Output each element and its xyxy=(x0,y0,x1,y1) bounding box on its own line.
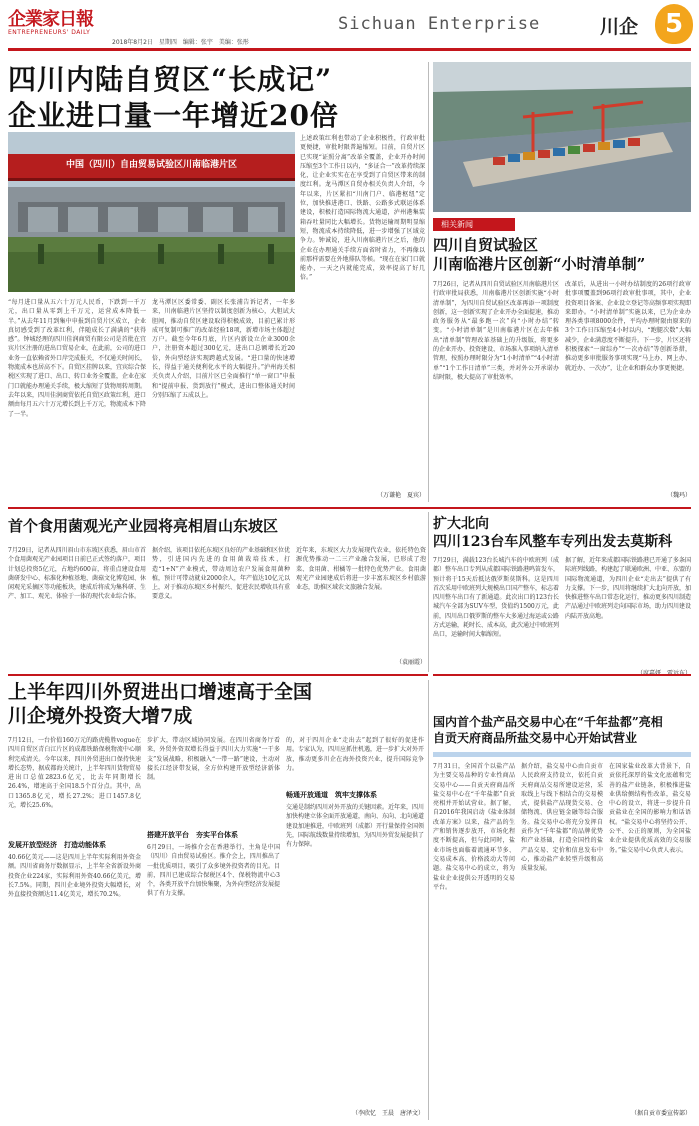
salt-body-col3: 在国家盐业改革大背景下，自贡依托深厚的盐文化底蕴和完善的盐产业链条，积极推进盐业供给侧结构性改革，盐交易中心的设立，将进一步提升自贡盐业在全国的影响力和话语权。“盐交易中心将坚持公开、公平、公正的原则，为全国盐业企业提供优质高效的交易服务。”盐交易中心负责人表示。 xyxy=(609,763,691,854)
lead-headline-line1: 四川内陆自贸区“长成记” xyxy=(8,63,333,96)
lead-body-col3: 上述政策红利也带动了企业积极性，行政审批更便捷，审批时限普遍缩短。目前，自贸片区已实现“证照分离”改革全覆盖，企业开办时间压缩至3个工作日以内，“多证合一”改革持续深化，让企业实实在在享受到了自贸区带来的制度红利。龙马潭区自贸办相关负责人介绍，今年以来，片区紧扣“川南门户、临港枢纽”定位，加快推进港口、铁路、公路多式联运体系建设，积极打造国际物流大通道，泸州港集装箱吞吐量同比大幅增长。货物运输周期明显缩短，物流成本持续降低，进一步增强了区域竞争力。钟诚说，进入川南临港片区之后，他的企业在办理通关手续方面省时省力，不再像以前那样需要在外地排队等候。“现在在家门口就能办，一天之内就能完成，效率提高了好几倍。” xyxy=(300,135,425,282)
fungus-byline: （袁丽霞） xyxy=(395,659,426,666)
salt-body-col2: 据介绍，盐交易中心由自贡市人民政府支持设立，依托自贡天府商品交易所建设运营，采取线上与线下相结合的交易模式，提供盐产品现货交易、仓储物流、供应链金融等综合服务。盐交易中心将充分发挥自贡作为“千年盐都”的品牌优势和产业基础，打造全国性的盐产品交易、定价和信息发布中心，推动盐产业转型升级和高质量发展。 xyxy=(521,763,603,873)
port-photo xyxy=(433,62,691,212)
salt-headline-line1: 国内首个盐产品交易中心在“千年盐都”亮相 xyxy=(433,715,663,729)
rail-headline xyxy=(433,515,691,551)
section-divider xyxy=(8,507,691,509)
lead-body-col1: “每月进口量从五六十万元人民币，下跌到一千万元，出口量从零到上千万元，运营成本降低一半。”从去年11月到集中申报到自贸片区成立，企业真切感受到了改革红利，伴随成长了满满的“获得感”。钟城经理的四川佳润商贸有限公司是首批在宜宾片区注册的进出口贸易企业，在此前，公司的进口业务一直依赖省外口岸完成报关，不仅通关时间长，物流成本也居高不下。自贸区挂牌以来，宜宾综合保税区实现了进口、出口、转口业务全覆盖，企业在家门口就能办理通关手续，极大缩短了货物周转周期。去年以来，四川佳润商贸依托自贸区政策红利，进口额由每月五六十万元增长到上千万元，物流成本下降了一半。 xyxy=(8,299,146,418)
rail-body-col1: 7月29日，满载123台长城汽车的中欧班列（成都）整车出口专列从成都国际铁路港鸣笛发车，预计将于15天后抵达俄罗斯莫斯科。这是四川首次采用中欧班列大规模出口国产整车，标志着四川整车出口有了新通道。此次出口的123台长城汽车全部为SUV车型，货值约1500万元，此前，四川出口俄罗斯的整车大多通过海运或公路方式运输，耗时长、成本高，此次通过中欧班列出口，运输时间大幅缩短。 xyxy=(433,557,559,639)
lead-headline-line2: 企业进口量一年增近20倍 xyxy=(8,99,339,132)
rail-body-col2: 据了解，近年来成都国际铁路港已开通了多条国际班列线路，构建起了联通欧洲、中亚、东盟的国际物流通道，为四川企业“走出去”提供了有力支撑。下一步，四川将继续扩大北向开放，加快推进整车出口常态化运行，推动更多四川制造产品通过中欧班列走向国际市场，助力四川建设内陆开放高地。 xyxy=(565,557,691,620)
related-body-col2: 改革后，从进出一小时办结制度的26项行政审批事项覆盖到96项行政审批事项，其中，企业投资项目备案、企业设立登记等高频事项实现即来即办。“小时清单制”实施以来，已为企业办理各类事项8000余件，平均办理时限由原来的3个工作日压缩至4小时以内，“跑腿次数”大幅减少，企业满意度不断提升。下一步，片区还将积极探索“一窗综办”“一次办结”等创新举措，推动更多审批服务事项实现“马上办、网上办、就近办、一次办”，让企业和群众办事更便捷。 xyxy=(565,281,691,372)
section-divider xyxy=(433,674,691,676)
fungus-body-col1: 7月29日，记者从四川眉山市东坡区获悉，眉山市首个食用菌观光产业园项目日前已正式签约落户，项目计划总投资5亿元，占地约600亩，将重点建设食用菌研发中心、标准化种植基地、菌菇文化博览园、休闲观光采摘区等功能板块，建成后将成为集科研、生产、加工、观光、体验于一体的现代农业综合体。 xyxy=(8,547,146,601)
trade-subhead-1: 发展开放型经济 打造动能体系 xyxy=(8,840,106,849)
salt-body-col1: 7月31日，全国首个以盐产品为主要交易品种的专业性商品交易中心——自贡天府商品所盐交易中心在“千年盐都”自贡亮相并开始试营业。据了解，自2016年我国启动《盐业体制改革方案》以来，盐产品的生产和销售逐步放开，市场化程度不断提高，但与此同时，盐业市场也面临着流通环节多、交易成本高、价格波动大等问题。盐交易中心的成立，将为盐业企业提供公开透明的交易平台。 xyxy=(433,763,515,891)
related-body-col1: 7月26日，记者从四川自贸试验区川南临港片区行政审批局获悉，川南临港片区创新实施“小时清单制”，为四川自贸试验区改革再添一项制度创新，这一创新实现了企业开办全面提速，推动政务服务从“最多跑一次”向“小时办结”转变。“小时清单制”是川南临港片区在去年推出“清单制”管理改革基础上的升级版，将更多的企业开办、投资建设、市场准入事项纳入清单管理，按照办理时限分为“1小时清单”“4小时清单”“1个工作日清单”三类，并对外公开承诺办结时限，极大提高了审批效率。 xyxy=(433,281,559,381)
fungus-body-col2: 据介绍，该项目依托东坡区良好的产业基础和区位优势，引进国内先进的食用菌栽培技术，打造“1+N”产业模式，带动周边农户发展食用菌种植，预计可带动就业2000余人，年产值达10亿元以上，对于推动东坡区乡村振兴、促进农民增收具有重要意义。 xyxy=(152,547,290,601)
lead-photo xyxy=(8,132,295,292)
free-trade-zone-gate-illustration xyxy=(8,132,295,292)
lead-body-col2: 龙马潭区区委常委、副区长张浦告诉记者，一年多来，川南临港片区坚持以制度创新为核心，大胆试大胆闯，推动自贸区建设取得积极成效，目前已累计形成可复制可推广的改革经验18项，新增市场主体超过万户。截至今年6月底，片区内新设立企业3000余户，注册资本超过300亿元，进出口总额增长近20倍，外向型经济实现跨越式发展。“进口量的快速增长，得益于通关便利化水平的大幅提升。”泸州海关相关负责人介绍，目前片区已全面推行“单一窗口”申报和“提前申报、货到放行”模式，进出口整体通关时间分别压缩了五成以上。 xyxy=(152,299,295,399)
trade-byline: （李欣忆 王晨 唐泽文） xyxy=(351,1110,424,1117)
trade-headline-line2: 川企境外投资大增7成 xyxy=(8,705,193,727)
trade-headline-line1: 上半年四川外贸进出口增速高于全国 xyxy=(8,681,313,703)
page-number-badge: 5 xyxy=(655,4,693,44)
trade-subhead-3: 畅通开放通道 筑牢支撑体系 xyxy=(286,790,377,799)
related-byline: （魏玛） xyxy=(666,492,691,499)
trade-body-col1b: 40.66亿美元——这是四川上半年实际利用外资金额。四川省商务厅数据显示，上半年全省新设外商投资企业224家，实际利用外资40.66亿美元，增长7.5%。同期，四川企业境外投资大幅增长，对外直接投资额达11.4亿美元，增长70.2%。 xyxy=(8,854,141,899)
newspaper-logo-en: ENTREPRENEURS' DAILY xyxy=(8,29,91,36)
salt-headline xyxy=(433,714,691,746)
rail-headline-line1: 扩大北向 xyxy=(433,516,489,532)
rail-headline-line2: 四川123台车风整车专列出发去莫斯科 xyxy=(433,534,673,550)
column-divider xyxy=(428,62,429,502)
trade-body-col2: 步扩大，带动区域协同发展。在四川省商务厅看来，外贸外资双增长得益于四川大力实施“一干多支”发展战略，积极融入“一带一路”建设，主动对接长江经济带发展，全方位构建开放型经济新体制。 xyxy=(147,737,280,782)
section-title-en: Sichuan Enterprise xyxy=(338,14,541,34)
trade-body-col2b: 6月29日，一场推介会在香港举行，主角是中国（四川）自由贸易试验区。推介会上，四川推出了一批优质项目，吸引了众多境外投资者的目光。目前，四川已建成综合保税区4个、保税物流中心3个，各类开放平台加快集聚，为外向型经济发展提供了有力支撑。 xyxy=(147,844,280,898)
trade-body-col3: 的，对于四川企业“走出去”起到了很好的促进作用。专家认为，四川应抓住机遇，进一步扩大对外开放，推动更多川企在海外投资兴业，提升国际竞争力。 xyxy=(286,737,424,772)
trade-headline xyxy=(8,680,428,728)
section-title-cn: 川企 xyxy=(600,16,639,38)
related-headline-line1: 四川自贸试验区 xyxy=(433,236,539,254)
salt-byline: （据自贡市委宣传部） xyxy=(630,1110,691,1117)
related-headline-line2: 川南临港片区创新“小时清单制” xyxy=(433,255,646,273)
newspaper-logo: 企業家日報 xyxy=(8,9,93,30)
related-news-tag: 相关新闻 xyxy=(433,218,515,231)
lead-headline xyxy=(8,62,339,134)
related-headline xyxy=(433,236,691,274)
masthead-rule xyxy=(8,48,691,51)
trade-subhead-2: 搭建开放平台 夯实平台体系 xyxy=(147,830,238,839)
section-divider xyxy=(8,674,428,676)
trade-body-col3b: 交通是制约四川对外开放的关键因素。近年来，四川加快构建立体全面开放通道，南向、东向、北向通道建设加速推进，中欧班列（成都）开行量保持全国领先，国际航线数量持续增加，为四川外贸发展提供了有力保障。 xyxy=(286,804,424,849)
port-aerial-illustration xyxy=(433,62,691,212)
lead-byline: （万谦艳 夏宾） xyxy=(376,492,425,499)
issue-date-info: 2018年8月2日 星期四 编辑：张宇 美编：张彤 xyxy=(112,39,249,46)
trade-body-col1: 7月12日，一台价值160万元的路虎揽胜vogue在四川自贸区青白江片区的成都铁路保税物流中心顺利完成清关。今年以来，四川外贸进出口保持快速增长态势，据成都海关统计，上半年四川货物贸易进出口总值2823.6亿元，比去年同期增长26.4%，增速高于全国18.5个百分点。其中，出口1365.8亿元，增长27.2%；进口1457.8亿元，增长25.6%。 xyxy=(8,737,141,810)
column-divider xyxy=(428,680,429,1120)
salt-accent-bar xyxy=(433,752,691,757)
fungus-headline: 首个食用菌观光产业园将亮相眉山东坡区 xyxy=(8,517,279,535)
salt-headline-line2: 自贡天府商品所盐交易中心开始试营业 xyxy=(433,731,638,745)
fungus-body-col3: 近年来，东坡区大力发展现代农业，依托特色资源优势推动一二三产业融合发展，已形成了泡菜、食用菌、柑橘等一批特色优势产业。食用菌观光产业园建成后将进一步丰富东坡区乡村旅游业态，助推区域农文旅融合发展。 xyxy=(296,547,426,592)
column-divider xyxy=(428,512,429,672)
gate-sign-text: 中国（四川）自由贸易试验区川南临港片区 xyxy=(65,160,237,170)
